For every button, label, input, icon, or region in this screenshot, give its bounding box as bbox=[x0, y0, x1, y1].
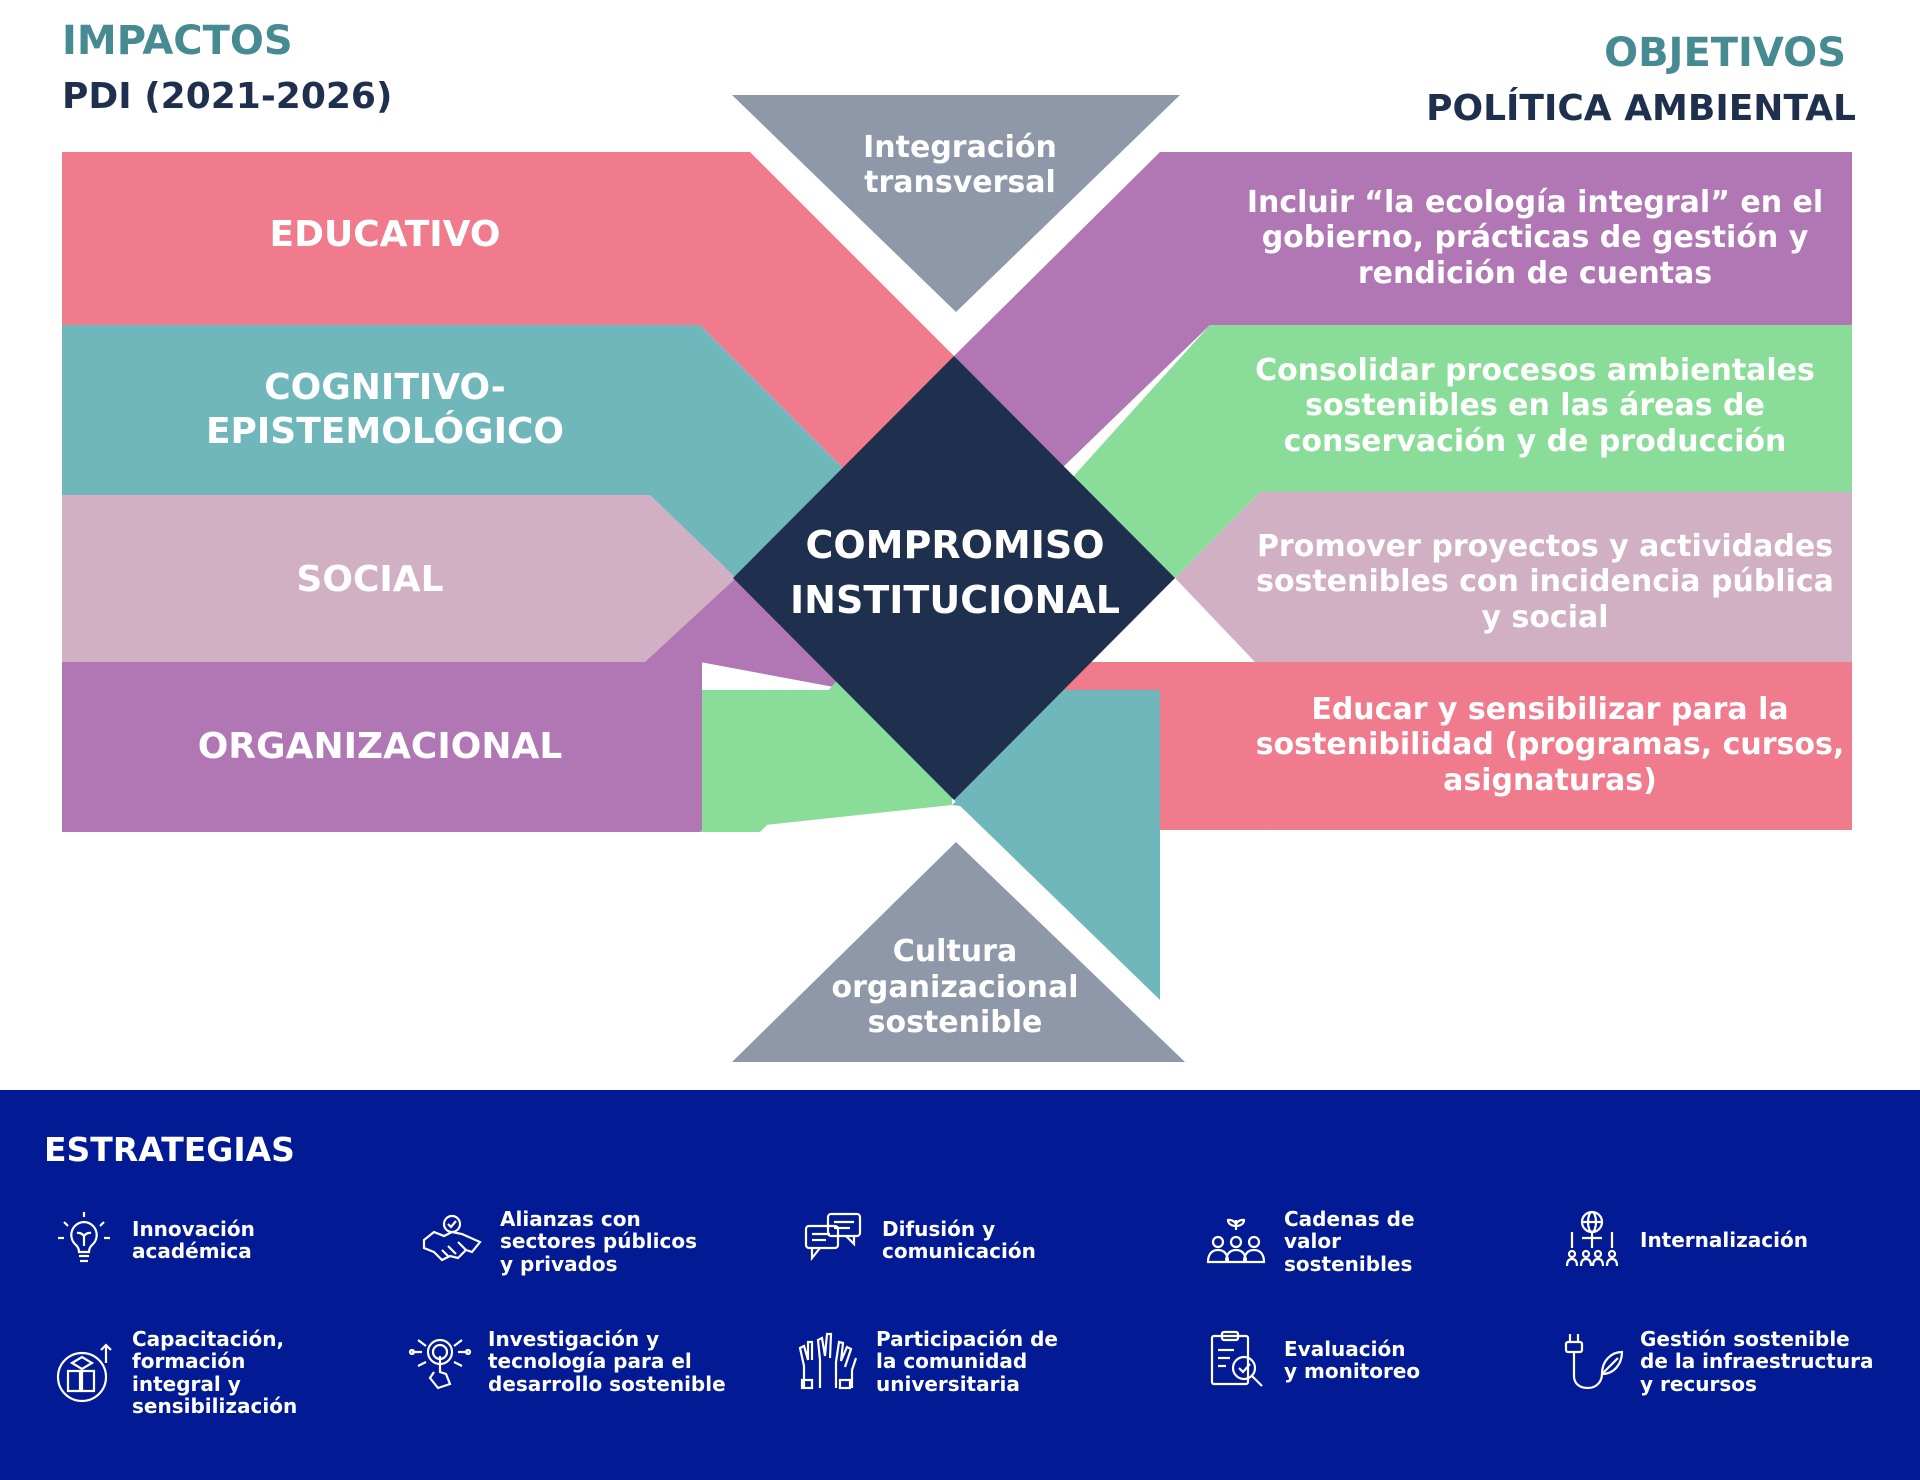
clipboard-check-icon bbox=[1204, 1328, 1268, 1392]
strategy-label: Evaluación y monitoreo bbox=[1284, 1336, 1421, 1383]
strategy-participacion bbox=[796, 1328, 1058, 1395]
strategies-title: ESTRATEGIAS bbox=[44, 1130, 295, 1169]
objetivos-title: OBJETIVOS bbox=[1604, 30, 1846, 76]
strategy-cadenas bbox=[1204, 1208, 1415, 1275]
impactos-subtitle: PDI (2021-2026) bbox=[62, 76, 393, 117]
objetivos-subtitle: POLÍTICA AMBIENTAL bbox=[1426, 88, 1856, 129]
plug-leaf-icon bbox=[1560, 1330, 1624, 1394]
strategy-innovacion bbox=[52, 1208, 255, 1272]
objective-label-incluir: Incluir “la ecología integral” en el gobierno, prácticas de gestión y rendición de cuentas bbox=[1246, 184, 1824, 291]
chat-bubbles-icon bbox=[802, 1208, 866, 1272]
strategy-gestion bbox=[1560, 1328, 1873, 1395]
objective-label-educar: Educar y sensibilizar para la sostenibilidad (programas, cursos, asignaturas) bbox=[1255, 691, 1845, 798]
objective-label-generar: Generar y transferir conocimientos para afrontar los desafíos ambientales bbox=[1264, 868, 1806, 975]
impact-label-ambiental: AMBIENTAL bbox=[289, 894, 521, 936]
center-label: COMPROMISO INSTITUCIONAL bbox=[790, 522, 1120, 622]
handshake-icon bbox=[420, 1210, 484, 1274]
people-plant-icon bbox=[1204, 1210, 1268, 1274]
strategy-label: Gestión sostenible de la infraestructura y recursos bbox=[1640, 1327, 1874, 1396]
strategy-difusion bbox=[802, 1208, 1036, 1272]
book-growth-icon bbox=[52, 1341, 116, 1405]
strategy-label: Innovación académica bbox=[132, 1216, 255, 1263]
strategy-alianzas bbox=[420, 1208, 697, 1275]
strategies-panel bbox=[0, 1090, 1920, 1480]
strategy-label: Participación de la comunidad universitaria bbox=[876, 1327, 1058, 1396]
strategy-label: Capacitación, formación integral y sensibilización bbox=[132, 1327, 298, 1419]
strategy-label: Internalización bbox=[1640, 1227, 1808, 1252]
strategy-label: Cadenas de valor sostenibles bbox=[1284, 1207, 1415, 1276]
objective-label-consolidar: Consolidar procesos ambientales sostenibles en las áreas de conservación y de producción bbox=[1255, 352, 1815, 459]
impact-label-social: SOCIAL bbox=[296, 559, 444, 601]
strategy-label: Investigación y tecnología para el desarrollo sostenible bbox=[488, 1327, 726, 1396]
impactos-title: IMPACTOS bbox=[62, 18, 293, 64]
impact-label-organizacional: ORGANIZACIONAL bbox=[197, 726, 563, 768]
strategy-internalizacion bbox=[1560, 1208, 1808, 1272]
strategy-evaluacion bbox=[1204, 1328, 1420, 1392]
impact-label-cognitivo: COGNITIVO- EPISTEMOLÓGICO bbox=[205, 367, 565, 452]
globe-network-icon bbox=[1560, 1208, 1624, 1272]
strategy-label: Alianzas con sectores públicos y privados bbox=[500, 1207, 698, 1276]
lightbulb-icon bbox=[52, 1208, 116, 1272]
raised-hands-icon bbox=[796, 1330, 860, 1394]
objective-label-promover: Promover proyectos y actividades sostenibles con incidencia pública y social bbox=[1256, 528, 1834, 635]
strategy-label: Difusión y comunicación bbox=[882, 1216, 1036, 1263]
bottom-triangle-label: Cultura organizacional sostenible bbox=[831, 934, 1079, 1041]
impact-label-educativo: EDUCATIVO bbox=[269, 214, 501, 256]
strategy-capacitacion bbox=[52, 1328, 297, 1418]
touch-tech-icon bbox=[408, 1330, 472, 1394]
strategy-investigacion bbox=[408, 1328, 726, 1395]
top-triangle-label: Integración transversal bbox=[863, 129, 1057, 200]
